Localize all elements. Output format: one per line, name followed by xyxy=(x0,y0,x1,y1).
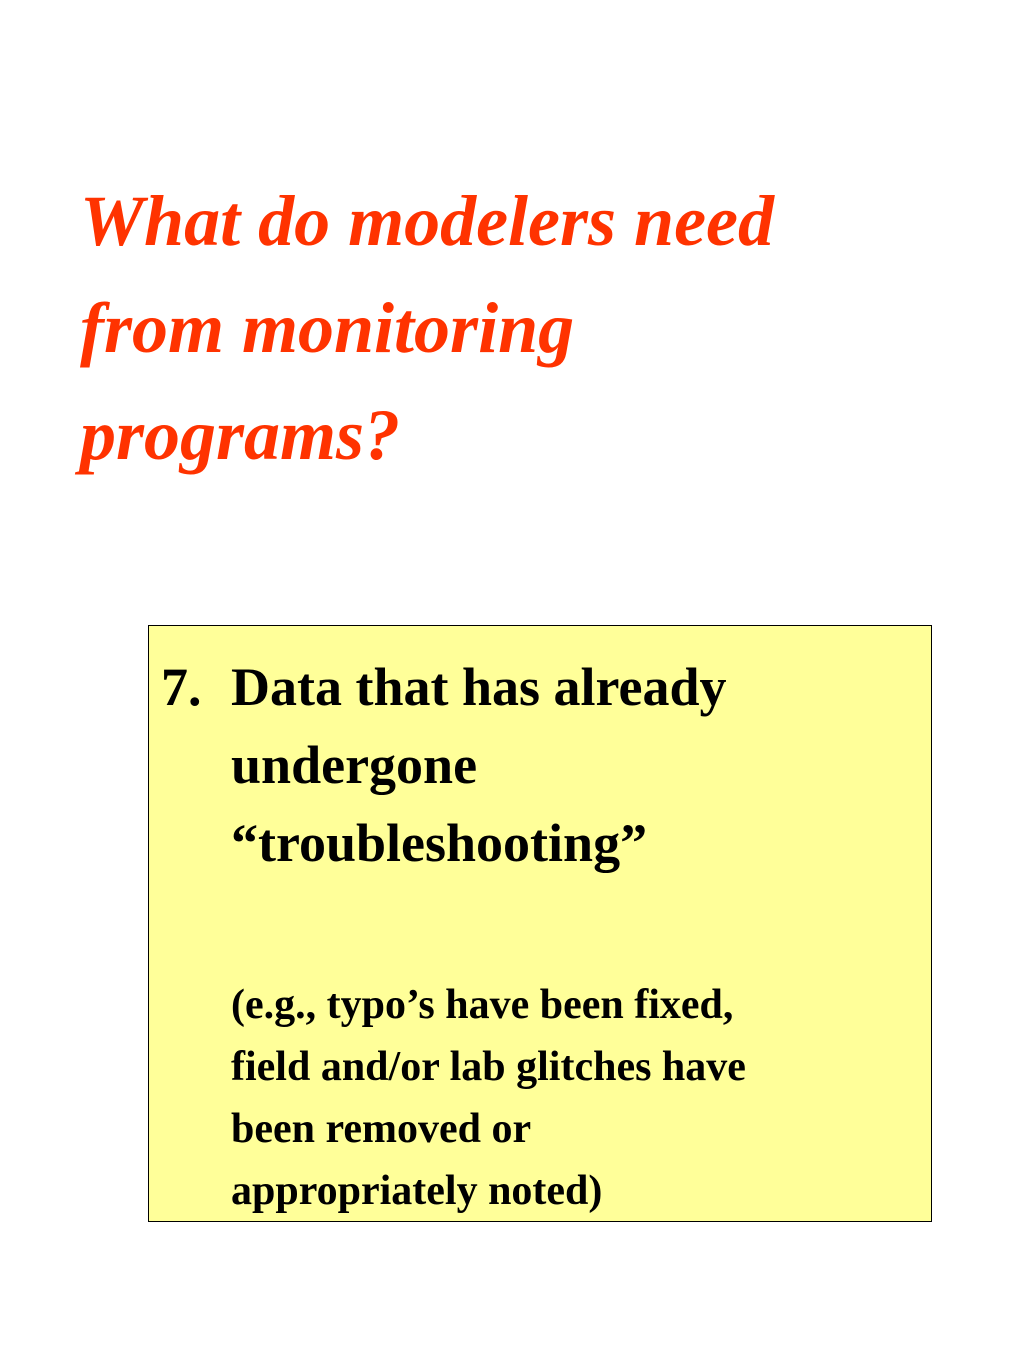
list-item-note-line: field and/or lab glitches have xyxy=(231,1044,746,1090)
list-item-number: 7. xyxy=(161,657,202,717)
list-item-text-line: “troubleshooting” xyxy=(231,813,648,873)
callout-box xyxy=(148,625,932,1222)
list-item-text-line: Data that has already xyxy=(231,657,727,717)
list-item-note-line: been removed or xyxy=(231,1106,532,1152)
list-item-note-line: appropriately noted) xyxy=(231,1168,603,1214)
list-item-text xyxy=(231,648,921,882)
list-item-text-line: undergone xyxy=(231,735,478,795)
slide-title-line: from monitoring xyxy=(80,288,575,368)
slide-title-line: What do modelers need xyxy=(80,181,774,261)
slide-title-line: programs? xyxy=(80,395,401,475)
list-item-note xyxy=(231,974,921,1222)
list-item-note-line: (e.g., typo’s have been fixed, xyxy=(231,982,734,1028)
slide-title xyxy=(80,168,940,489)
